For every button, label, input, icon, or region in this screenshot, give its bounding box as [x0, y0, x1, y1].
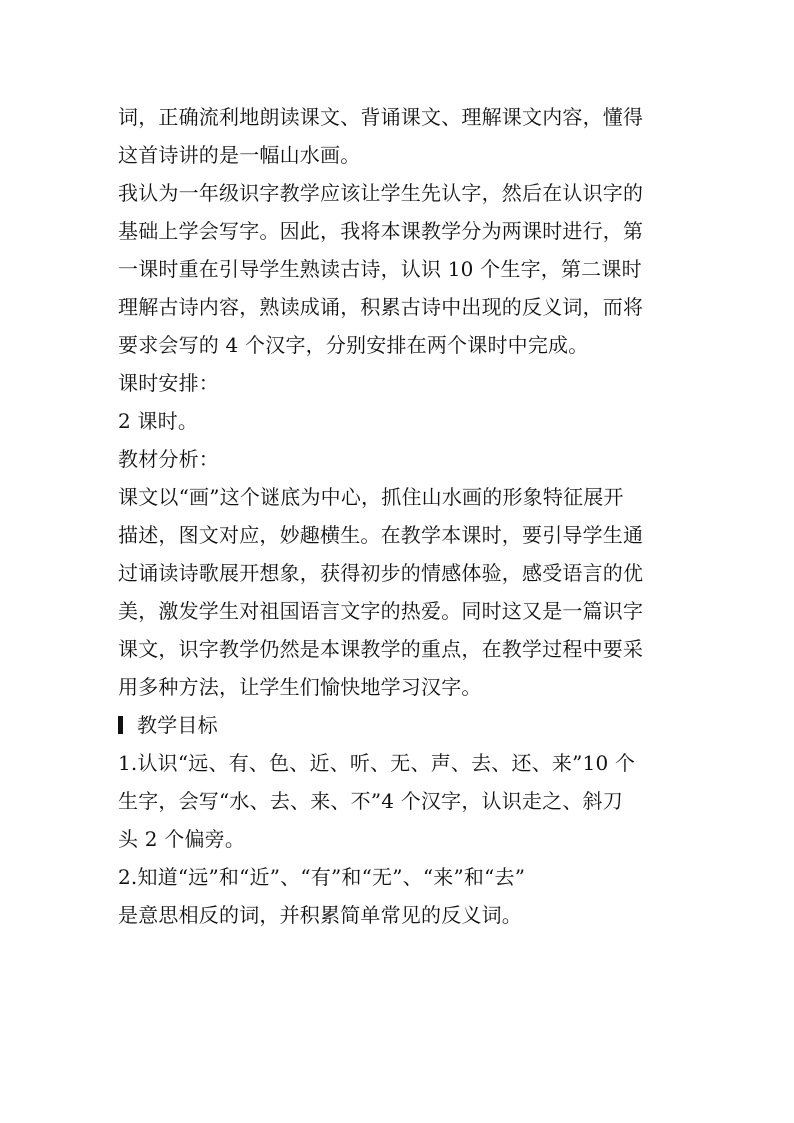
text-line: 课文以“画”这个谜底为中心，抓住山水画的形象特征展开: [118, 485, 624, 509]
goal-line: 头 2 个偏旁。: [118, 827, 246, 851]
document-body: [118, 98, 678, 934]
text-line: 课文，识字教学仍然是本课教学的重点，在教学过程中要采: [118, 637, 644, 661]
text-line: 一课时重在引导学生熟读古诗，认识 10 个生字，第二课时: [118, 257, 642, 281]
text-line: 词，正确流利地朗读课文、背诵课文、理解课文内容，懂得: [118, 105, 644, 129]
text-line: 要求会写的 4 个汉字，分别安排在两个课时中完成。: [118, 333, 589, 357]
section-label-schedule: 课时安排：: [118, 371, 219, 395]
text-line: 这首诗讲的是一幅山水画。: [118, 143, 361, 167]
text-line: 美，激发学生对祖国语言文字的热爱。同时这又是一篇识字: [118, 599, 644, 623]
text-line: 我认为一年级识字教学应该让学生先认字，然后在认识字的: [118, 181, 644, 205]
text-line: 描述，图文对应，妙趣横生。在教学本课时，要引导学生通: [118, 523, 644, 547]
goal-line: 2.知道“远”和“近”、“有”和“无”、“来”和“去”: [118, 865, 526, 889]
heading-marker-icon: [118, 716, 123, 734]
text-line: 理解古诗内容，熟读成诵，积累古诗中出现的反义词，而将: [118, 295, 644, 319]
section-label-analysis: 教材分析：: [118, 447, 219, 471]
section-heading: [118, 706, 678, 744]
heading-text: 教学目标: [137, 713, 218, 737]
goal-line: 生字，会写“水、去、来、不”4 个汉字，认识走之、斜刀: [118, 789, 623, 813]
text-line: 用多种方法，让学生们愉快地学习汉字。: [118, 675, 482, 699]
text-line: 2 课时。: [118, 409, 199, 433]
goal-line: 1.认识“远、有、色、近、听、无、声、去、还、来”10 个: [118, 751, 636, 775]
text-line: 基础上学会写字。因此，我将本课教学分为两课时进行，第: [118, 219, 644, 243]
goal-line: 是意思相反的词，并积累简单常见的反义词。: [118, 903, 522, 927]
text-line: 过诵读诗歌展开想象，获得初步的情感体验，感受语言的优: [118, 561, 644, 585]
